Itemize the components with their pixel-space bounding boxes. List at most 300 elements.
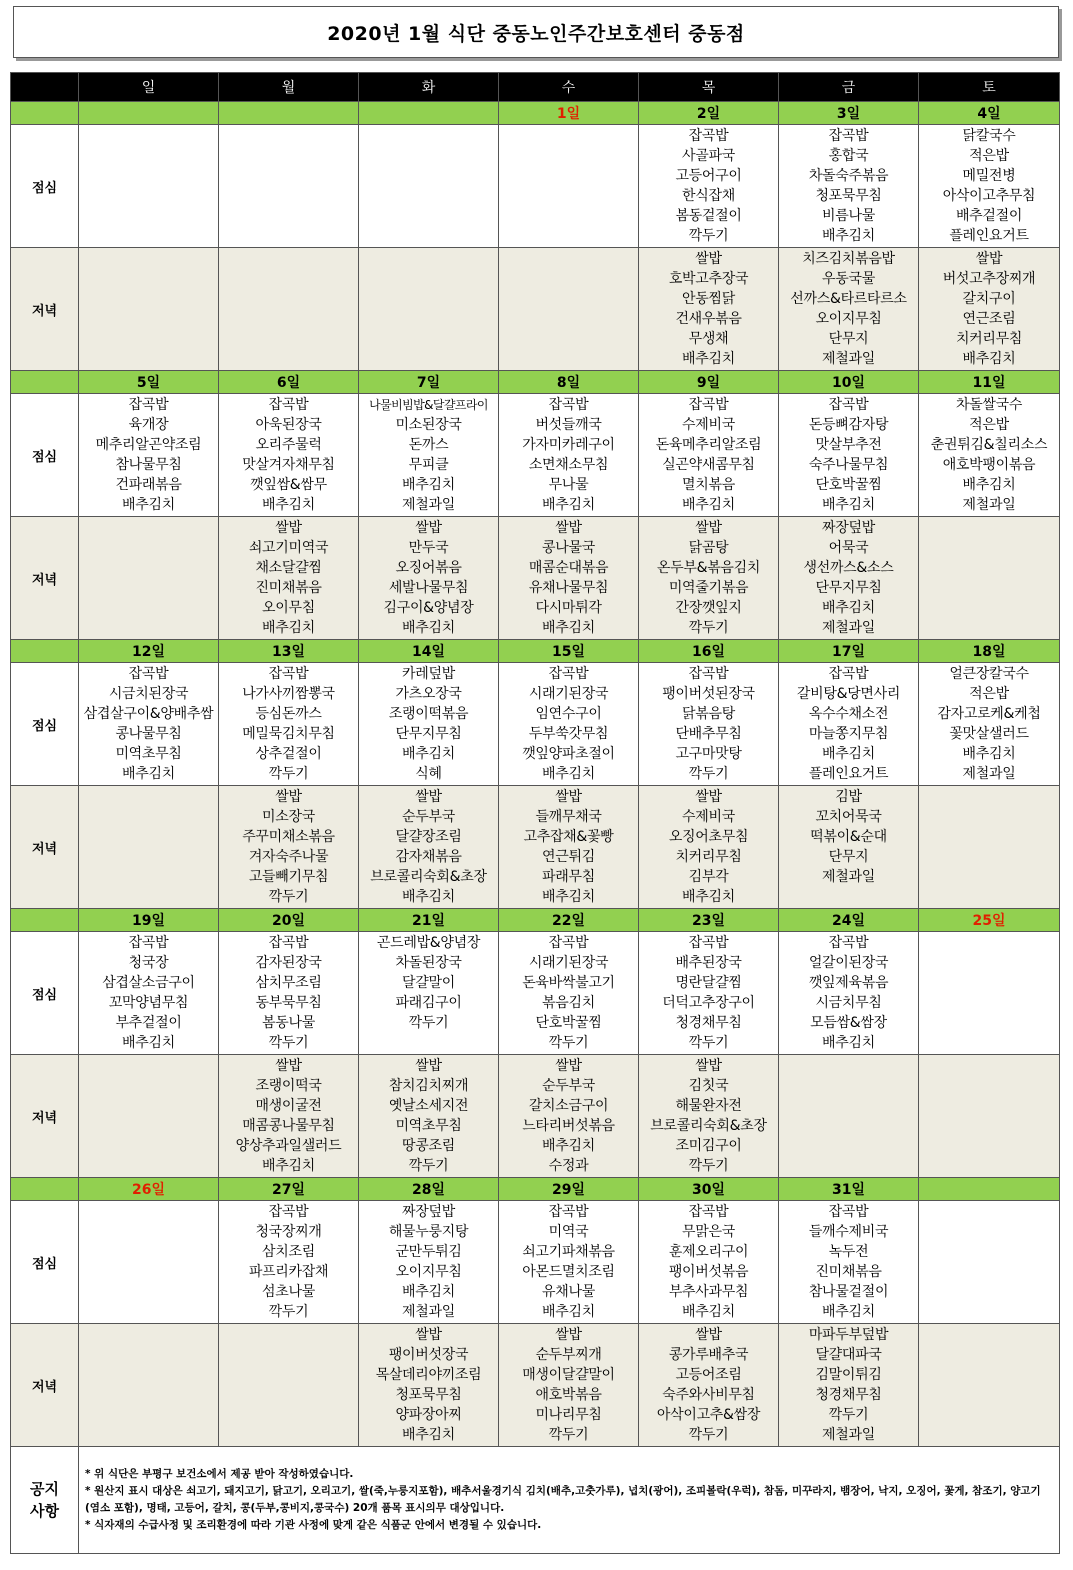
dinner-cell (639, 1055, 779, 1178)
menu-item: 깍두기 (548, 1035, 589, 1051)
lunch-cell (79, 932, 219, 1055)
menu-item: 양상추과일샐러드 (235, 1138, 342, 1154)
menu-item: 유채나물무침 (528, 580, 609, 596)
menu-item: 김구이&양념장 (383, 600, 474, 616)
dinner-row (11, 1324, 1060, 1447)
menu-item: 쇠고기미역국 (248, 540, 329, 556)
menu-item: 동부묵무침 (255, 995, 322, 1011)
menu-item: 배추김치 (542, 1138, 595, 1154)
menu-item: 배추김치 (122, 497, 175, 513)
date-cell: 6일 (219, 371, 359, 394)
menu-item: 갈비탕&당면사리 (796, 686, 901, 702)
menu-item: 배추김치 (542, 766, 595, 782)
menu-item-list (359, 517, 498, 639)
menu-item: 깍두기 (408, 1158, 449, 1174)
menu-item: 매콤콩나물무침 (242, 1118, 335, 1134)
weekday-header-cell: 화 (359, 73, 499, 102)
menu-item: 잡곡밥 (268, 1204, 309, 1220)
menu-item: 청국장찌개 (255, 1224, 322, 1240)
menu-item: 선까스&타르타르소 (790, 291, 907, 307)
menu-item: 제철과일 (402, 497, 455, 513)
date-row-corner (11, 371, 79, 394)
menu-item: 김말이튀김 (815, 1367, 882, 1383)
weekday-header-cell: 토 (919, 73, 1060, 102)
menu-item-list (639, 248, 778, 370)
menu-item: 쌀밥 (695, 520, 722, 536)
date-cell: 20일 (219, 909, 359, 932)
menu-item: 등심돈까스 (255, 706, 322, 722)
date-row (11, 909, 1060, 932)
menu-item: 배추김치 (542, 1304, 595, 1320)
menu-item: 단호박꿀찜 (815, 477, 882, 493)
menu-item: 제철과일 (822, 1427, 875, 1443)
dinner-row (11, 517, 1060, 640)
date-row-corner (11, 102, 79, 125)
menu-item: 깍두기 (688, 228, 729, 244)
date-cell: 21일 (359, 909, 499, 932)
lunch-row (11, 932, 1060, 1055)
menu-item: 겨자숙주나물 (248, 849, 329, 865)
menu-item: 나물비빔밥&달걀프라이 (369, 398, 488, 412)
lunch-cell (499, 1201, 639, 1324)
date-row (11, 1178, 1060, 1201)
menu-item: 미소된장국 (395, 417, 462, 433)
menu-item: 배추김치 (822, 228, 875, 244)
menu-item: 치커리무침 (955, 331, 1023, 347)
dinner-cell (779, 786, 919, 909)
menu-item: 매생이굴전 (255, 1098, 322, 1114)
menu-item: 미역초무침 (395, 1118, 462, 1134)
menu-item: 잡곡밥 (828, 128, 869, 144)
dinner-cell (79, 517, 219, 640)
dinner-cell (919, 1324, 1060, 1447)
menu-item: 제철과일 (962, 766, 1016, 782)
menu-item: 옥수수채소전 (808, 706, 889, 722)
notice-label (11, 1447, 79, 1554)
menu-item: 쇠고기파채볶음 (522, 1244, 615, 1260)
menu-item-list (779, 1201, 918, 1323)
menu-item: 매생이달걀말이 (522, 1367, 615, 1383)
menu-item-list (79, 1055, 218, 1177)
menu-item: 마파두부덮밥 (808, 1327, 889, 1343)
menu-item: 플레인요거트 (949, 228, 1029, 244)
menu-item: 해물완자전 (675, 1098, 742, 1114)
date-cell: 12일 (79, 640, 219, 663)
lunch-cell (919, 932, 1060, 1055)
date-cell: 24일 (779, 909, 919, 932)
menu-item-list (219, 125, 358, 247)
menu-item-list (79, 932, 218, 1054)
dinner-cell (639, 1324, 779, 1447)
date-row-corner (11, 909, 79, 932)
menu-item: 주꾸미채소볶음 (242, 829, 335, 845)
weekday-header-cell: 금 (779, 73, 919, 102)
menu-item: 곤드레밥&양념장 (376, 935, 481, 951)
menu-item: 순두부찌개 (535, 1347, 602, 1363)
menu-item: 깻잎쌈&쌈무 (250, 477, 327, 493)
menu-item: 깍두기 (688, 1035, 729, 1051)
menu-item: 오징어초무침 (668, 829, 749, 845)
menu-item: 잡곡밥 (688, 1204, 729, 1220)
menu-item: 연근조림 (962, 311, 1016, 327)
menu-item: 배추김치 (262, 620, 315, 636)
menu-item: 배추김치 (402, 1284, 455, 1300)
menu-item: 깍두기 (688, 1427, 729, 1443)
menu-item: 차돌숙주볶음 (808, 168, 889, 184)
menu-item: 수정과 (548, 1158, 589, 1174)
menu-item: 유채나물 (542, 1284, 595, 1300)
menu-item-list (919, 1055, 1059, 1177)
menu-item: 쌀밥 (555, 1327, 582, 1343)
menu-item-list (919, 786, 1059, 908)
menu-item: 배추김치 (682, 889, 735, 905)
menu-item-list (639, 663, 778, 785)
date-cell: 9일 (639, 371, 779, 394)
menu-item: 순두부국 (542, 1078, 595, 1094)
menu-item: 배추김치 (402, 620, 455, 636)
menu-item: 청국장 (128, 955, 169, 971)
menu-item-list (639, 786, 778, 908)
menu-item: 삼겹살소금구이 (102, 975, 195, 991)
menu-item-list (779, 663, 918, 785)
menu-item-list (359, 248, 498, 370)
lunch-cell (919, 125, 1060, 248)
menu-item: 애호박팽이볶음 (942, 457, 1036, 473)
menu-item: 배추김치 (682, 351, 735, 367)
menu-item: 녹두전 (828, 1244, 869, 1260)
menu-item-list (79, 1201, 218, 1323)
menu-item: 모듬쌈&쌈장 (810, 1015, 887, 1031)
menu-item: 감자고로케&케첩 (937, 706, 1041, 722)
dinner-cell (919, 786, 1060, 909)
menu-item: 잡곡밥 (128, 397, 169, 413)
menu-item: 돈육바싹불고기 (522, 975, 615, 991)
menu-item: 삼겹살구이&양배추쌈 (83, 706, 214, 722)
menu-item-list (79, 663, 218, 785)
menu-item: 춘권튀김&칠리소스 (930, 437, 1048, 453)
menu-item-list (359, 125, 498, 247)
lunch-label: 점심 (11, 125, 79, 248)
lunch-row (11, 663, 1060, 786)
menu-item: 잡곡밥 (268, 666, 309, 682)
dinner-cell (219, 786, 359, 909)
menu-item-list (499, 1324, 638, 1446)
lunch-cell (219, 663, 359, 786)
menu-item: 달걀말이 (402, 975, 455, 991)
menu-item: 깍두기 (688, 766, 729, 782)
menu-item: 파래김구이 (395, 995, 462, 1011)
menu-item: 배추김치 (542, 497, 595, 513)
dinner-cell (219, 248, 359, 371)
menu-item: 단호박꿀찜 (535, 1015, 602, 1031)
dinner-cell (499, 248, 639, 371)
menu-item: 잡곡밥 (828, 935, 869, 951)
date-cell: 13일 (219, 640, 359, 663)
dinner-cell (219, 1055, 359, 1178)
menu-item-list (499, 663, 638, 785)
menu-item-list (779, 394, 918, 516)
lunch-cell (219, 1201, 359, 1324)
dinner-cell (499, 1324, 639, 1447)
lunch-cell (499, 125, 639, 248)
menu-item-list (359, 394, 498, 516)
lunch-cell (919, 394, 1060, 517)
date-row-corner (11, 1178, 79, 1201)
menu-item: 잡곡밥 (688, 397, 729, 413)
lunch-label: 점심 (11, 394, 79, 517)
dinner-label: 저녁 (11, 517, 79, 640)
menu-item: 부추겉절이 (115, 1015, 182, 1031)
menu-item: 참치김치찌개 (388, 1078, 469, 1094)
menu-item: 제철과일 (402, 1304, 455, 1320)
menu-item: 채소달걀찜 (255, 560, 322, 576)
menu-item: 쌀밥 (275, 520, 302, 536)
lunch-cell (639, 663, 779, 786)
menu-item: 고추잡채&꽃빵 (523, 829, 614, 845)
menu-item: 제철과일 (822, 351, 875, 367)
menu-item: 미역초무침 (115, 746, 182, 762)
menu-item: 청포묵무침 (395, 1387, 462, 1403)
menu-item: 버섯고추장찌개 (942, 271, 1036, 287)
date-cell: 25일 (919, 909, 1060, 932)
menu-item: 잡곡밥 (128, 666, 169, 682)
date-cell: 2일 (639, 102, 779, 125)
lunch-cell (79, 394, 219, 517)
menu-item: 매콤순대볶음 (528, 560, 609, 576)
menu-item-list (499, 125, 638, 247)
notice-label-line: 공지 (30, 1480, 59, 1498)
weekday-header-cell: 목 (639, 73, 779, 102)
menu-item: 돈등뼈감자탕 (808, 417, 889, 433)
menu-item: 배추김치 (962, 477, 1016, 493)
lunch-label: 점심 (11, 663, 79, 786)
menu-item: 배추김치 (402, 477, 455, 493)
menu-item-list (359, 1324, 498, 1446)
menu-item: 닭곰탕 (688, 540, 729, 556)
menu-item: 김부각 (688, 869, 729, 885)
menu-body (11, 73, 1060, 1447)
date-cell: 29일 (499, 1178, 639, 1201)
menu-item: 콩나물국 (542, 540, 595, 556)
menu-item: 오이지무침 (395, 1264, 462, 1280)
menu-item: 잡곡밥 (828, 397, 869, 413)
dinner-label: 저녁 (11, 248, 79, 371)
lunch-cell (639, 932, 779, 1055)
menu-item: 오징어볶음 (395, 560, 462, 576)
menu-item: 깍두기 (688, 1158, 729, 1174)
menu-item-list (779, 932, 918, 1054)
menu-item: 플레인요거트 (808, 766, 889, 782)
menu-item: 사골파국 (682, 148, 735, 164)
menu-item-list (219, 663, 358, 785)
menu-item: 갈치구이 (962, 291, 1016, 307)
menu-item: 갈치소금구이 (528, 1098, 609, 1114)
menu-item: 아삭이고추무침 (942, 188, 1036, 204)
menu-item: 쌀밥 (695, 1327, 722, 1343)
menu-item: 무나물 (548, 477, 589, 493)
date-row (11, 371, 1060, 394)
menu-item: 쌀밥 (695, 1058, 722, 1074)
menu-item: 잡곡밥 (688, 935, 729, 951)
menu-item: 청포묵무침 (815, 188, 882, 204)
menu-item-list (499, 932, 638, 1054)
menu-item: 군만두튀김 (395, 1244, 462, 1260)
dinner-cell (79, 1324, 219, 1447)
menu-item: 봄동겉절이 (675, 208, 742, 224)
menu-item: 잡곡밥 (688, 128, 729, 144)
dinner-cell (79, 786, 219, 909)
menu-item: 쌀밥 (555, 789, 582, 805)
menu-item: 비름나물 (822, 208, 875, 224)
menu-item: 제철과일 (822, 620, 875, 636)
menu-item-list (219, 932, 358, 1054)
notice-row (11, 1447, 1060, 1554)
lunch-cell (219, 125, 359, 248)
menu-item: 배추김치 (402, 1427, 455, 1443)
menu-item: 고구마맛탕 (675, 746, 742, 762)
menu-item: 어묵국 (828, 540, 869, 556)
menu-item: 간장깻잎지 (675, 600, 742, 616)
lunch-cell (639, 1201, 779, 1324)
menu-item: 맛살겨자채무침 (242, 457, 335, 473)
menu-item: 카레덮밥 (402, 666, 455, 682)
menu-item-list (359, 786, 498, 908)
date-cell: 17일 (779, 640, 919, 663)
weekday-header-cell: 일 (79, 73, 219, 102)
menu-item-list (779, 517, 918, 639)
menu-item: 쌀밥 (555, 520, 582, 536)
menu-item: 팽이버섯볶음 (668, 1264, 749, 1280)
menu-item: 두부쑥갓무침 (528, 726, 609, 742)
menu-item: 적은밥 (969, 686, 1009, 702)
menu-item-list (919, 1324, 1059, 1446)
menu-item: 배추김치 (402, 889, 455, 905)
menu-item-list (219, 1055, 358, 1177)
menu-item: 진미채볶음 (255, 580, 322, 596)
lunch-cell (779, 663, 919, 786)
menu-item: 배추김치 (122, 766, 175, 782)
dinner-label: 저녁 (11, 1055, 79, 1178)
menu-item: 땅콩조림 (402, 1138, 455, 1154)
date-cell: 10일 (779, 371, 919, 394)
lunch-cell (219, 932, 359, 1055)
menu-item: 한식잡채 (682, 188, 735, 204)
menu-item: 고들빼기무침 (248, 869, 329, 885)
menu-item-list (79, 786, 218, 908)
date-cell: 30일 (639, 1178, 779, 1201)
menu-item: 실곤약새콤무침 (662, 457, 755, 473)
lunch-cell (779, 1201, 919, 1324)
menu-item: 쌀밥 (695, 789, 722, 805)
menu-item: 삼치조림 (262, 1244, 315, 1260)
date-row (11, 640, 1060, 663)
menu-item: 쌀밥 (415, 520, 442, 536)
menu-item: 삼치무조림 (255, 975, 322, 991)
dinner-row (11, 786, 1060, 909)
menu-item: 부추사과무침 (668, 1284, 749, 1300)
menu-item: 돈까스 (408, 437, 449, 453)
date-cell: 8일 (499, 371, 639, 394)
date-cell: 1일 (499, 102, 639, 125)
menu-item: 짜장덮밥 (822, 520, 875, 536)
lunch-cell (499, 394, 639, 517)
menu-item: 쌀밥 (415, 789, 442, 805)
menu-item: 다시마튀각 (535, 600, 602, 616)
menu-item: 차돌된장국 (395, 955, 462, 971)
menu-item: 배추김치 (962, 351, 1016, 367)
menu-item: 순두부국 (402, 809, 455, 825)
menu-item: 멸치볶음 (682, 477, 735, 493)
menu-item: 맛살부추전 (815, 437, 882, 453)
menu-item: 봄동나물 (262, 1015, 315, 1031)
menu-item: 고등어구이 (675, 168, 742, 184)
dinner-cell (359, 1055, 499, 1178)
menu-item: 가츠오장국 (395, 686, 462, 702)
menu-item-list (499, 248, 638, 370)
notice-label-line: 사항 (30, 1502, 59, 1520)
menu-item: 콩나물무침 (115, 726, 182, 742)
dinner-cell (499, 517, 639, 640)
menu-item-list (359, 1201, 498, 1323)
menu-item: 잡곡밥 (548, 397, 589, 413)
menu-item-list (359, 932, 498, 1054)
menu-item: 메밀전병 (962, 168, 1016, 184)
dinner-cell (779, 1055, 919, 1178)
menu-item: 배추김치 (682, 1304, 735, 1320)
menu-item: 돈육메추리알조림 (655, 437, 762, 453)
menu-item: 떡볶이&순대 (810, 829, 887, 845)
menu-item: 김칫국 (688, 1078, 729, 1094)
dinner-row (11, 1055, 1060, 1178)
menu-item-list (79, 125, 218, 247)
menu-item: 아욱된장국 (255, 417, 322, 433)
menu-item: 세발나물무침 (388, 580, 469, 596)
menu-item: 잡곡밥 (828, 1204, 869, 1220)
menu-item-list (499, 786, 638, 908)
menu-item-list (499, 1201, 638, 1323)
menu-item-list (639, 1055, 778, 1177)
menu-item: 깍두기 (268, 1304, 309, 1320)
menu-item: 배추된장국 (675, 955, 742, 971)
menu-item: 잡곡밥 (688, 666, 729, 682)
menu-item: 배추김치 (402, 746, 455, 762)
menu-item: 배추김치 (542, 889, 595, 905)
menu-item: 깍두기 (688, 620, 729, 636)
notice-text (79, 1447, 1060, 1554)
menu-item: 시금치된장국 (108, 686, 189, 702)
date-cell: 31일 (779, 1178, 919, 1201)
menu-item: 깍두기 (828, 1407, 869, 1423)
menu-item: 온두부&볶음김치 (656, 560, 761, 576)
menu-item: 시래기된장국 (528, 955, 609, 971)
date-row-corner (11, 640, 79, 663)
dinner-cell (499, 1055, 639, 1178)
lunch-cell (79, 1201, 219, 1324)
menu-item: 파래무침 (542, 869, 595, 885)
menu-item: 꼬치어묵국 (815, 809, 882, 825)
date-row (11, 102, 1060, 125)
weekday-header-cell: 월 (219, 73, 359, 102)
menu-item: 닭볶음탕 (682, 706, 735, 722)
lunch-cell (779, 125, 919, 248)
menu-item: 단무지 (828, 849, 869, 865)
menu-item: 배추김치 (962, 746, 1016, 762)
menu-item-list (79, 1324, 218, 1446)
weekday-header-row (11, 73, 1060, 102)
menu-item: 무맑은국 (682, 1224, 735, 1240)
menu-table (10, 72, 1060, 1554)
menu-item-list (499, 517, 638, 639)
